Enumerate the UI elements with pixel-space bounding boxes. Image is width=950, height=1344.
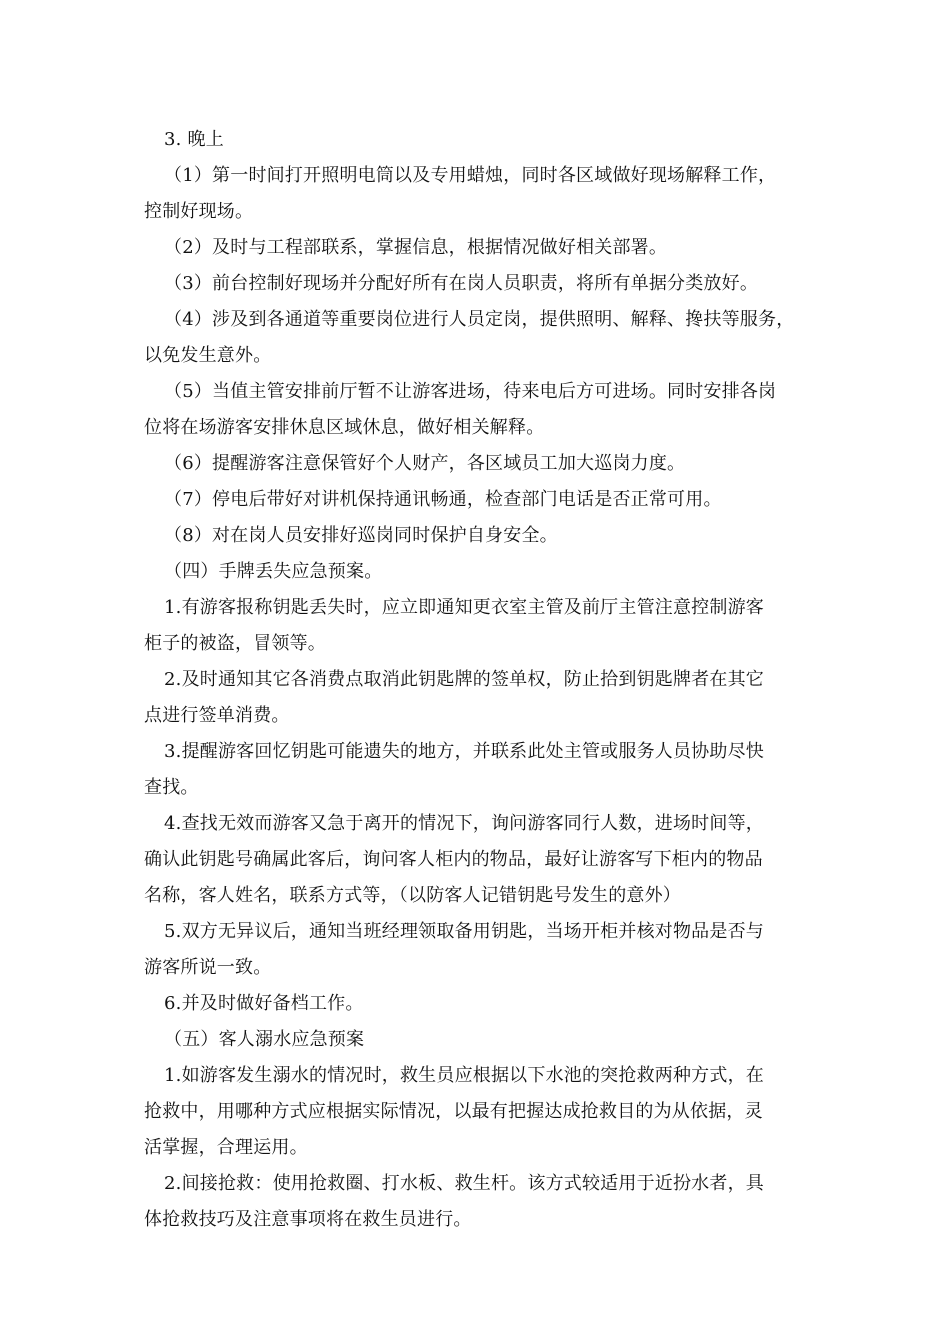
paragraph-line: 柜子的被盗，冒领等。 (144, 633, 326, 654)
paragraph-line: 3.提醒游客回忆钥匙可能遗失的地方，并联系此处主管或服务人员协助尽快 (164, 741, 764, 762)
paragraph-line: （3）前台控制好现场并分配好所有在岗人员职责，将所有单据分类放好。 (164, 273, 759, 294)
paragraph-line: 抢救中，用哪种方式应根据实际情况，以最有把握达成抢救目的为从依据，灵 (144, 1101, 763, 1122)
paragraph-line: 游客所说一致。 (144, 957, 272, 978)
paragraph-line: （7）停电后带好对讲机保持通讯畅通，检查部门电话是否正常可用。 (164, 489, 722, 510)
paragraph-line: 体抢救技巧及注意事项将在救生员进行。 (144, 1209, 472, 1230)
section-heading-drowning: （五）客人溺水应急预案 (164, 1029, 365, 1050)
paragraph-line: 位将在场游客安排休息区域休息，做好相关解释。 (144, 417, 545, 438)
paragraph-line: 1.有游客报称钥匙丢失时，应立即通知更衣室主管及前厅主管注意控制游客 (164, 597, 764, 618)
paragraph-line: （1）第一时间打开照明电筒以及专用蜡烛，同时各区域做好现场解释工作， (164, 165, 777, 186)
paragraph-line: 4.查找无效而游客又急于离开的情况下，询问游客同行人数，进场时间等， (164, 813, 764, 834)
paragraph-line: （8）对在岗人员安排好巡岗同时保护自身安全。 (164, 525, 558, 546)
paragraph-line: 2.间接抢救：使用抢救圈、打水板、救生杆。该方式较适用于近扮水者，具 (164, 1173, 764, 1194)
paragraph-line: （5）当值主管安排前厅暂不让游客进场，待来电后方可进场。同时安排各岗 (164, 381, 777, 402)
section-heading-evening: 3. 晚上 (164, 129, 224, 150)
paragraph-line: 1.如游客发生溺水的情况时，救生员应根据以下水池的突抢救两种方式，在 (164, 1065, 764, 1086)
paragraph-line: 2.及时通知其它各消费点取消此钥匙牌的签单权，防止拾到钥匙牌者在其它 (164, 669, 764, 690)
paragraph-line: 控制好现场。 (144, 201, 254, 222)
paragraph-line: 名称，客人姓名，联系方式等，（以防客人记错钥匙号发生的意外） (144, 885, 681, 906)
paragraph-line: （6）提醒游客注意保管好个人财产，各区域员工加大巡岗力度。 (164, 453, 686, 474)
paragraph-line: 活掌握，合理运用。 (144, 1137, 308, 1158)
paragraph-line: 以免发生意外。 (144, 345, 272, 366)
paragraph-line: 5.双方无异议后，通知当班经理领取备用钥匙，当场开柜并核对物品是否与 (164, 921, 764, 942)
paragraph-line: （2）及时与工程部联系，掌握信息，根据情况做好相关部署。 (164, 237, 668, 258)
paragraph-line: （4）涉及到各通道等重要岗位进行人员定岗，提供照明、解释、搀扶等服务， (164, 309, 795, 330)
document-body (144, 122, 810, 1238)
paragraph-line: 6.并及时做好备档工作。 (164, 993, 364, 1014)
paragraph-line: 点进行签单消费。 (144, 705, 290, 726)
paragraph-line: 查找。 (144, 777, 199, 798)
section-heading-lost-wristband: （四）手牌丢失应急预案。 (164, 561, 383, 582)
paragraph-line: 确认此钥匙号确属此客后，询问客人柜内的物品，最好让游客写下柜内的物品 (144, 849, 763, 870)
